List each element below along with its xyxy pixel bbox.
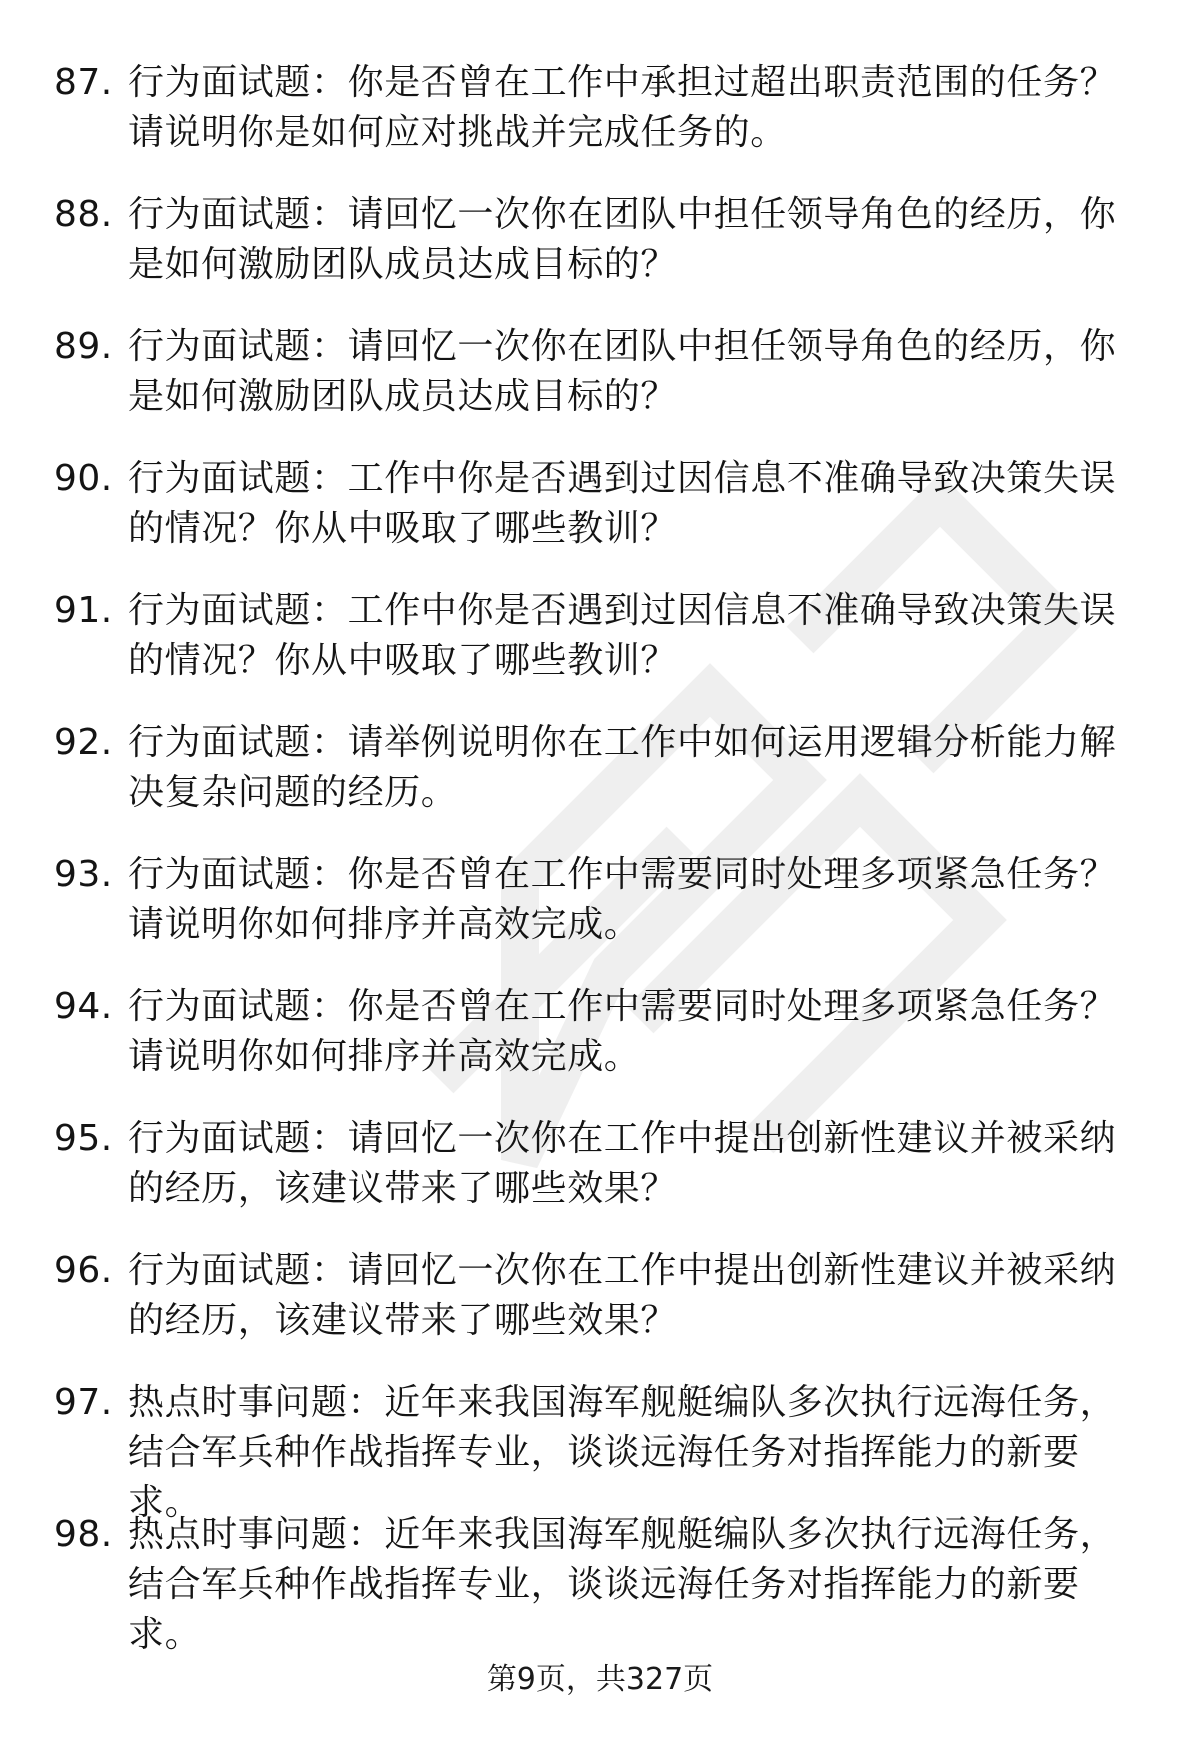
question-text: 热点时事问题：近年来我国海军舰艇编队多次执行远海任务，结合军兵种作战指挥专业，谈谈远海任务对指挥能力的新要求。 <box>128 1514 1117 1655</box>
question-text: 行为面试题：请回忆一次你在工作中提出创新性建议并被采纳的经历，该建议带来了哪些效果？ <box>128 1118 1117 1209</box>
list-item <box>54 58 1144 190</box>
question-number: 93. <box>54 854 113 895</box>
list-item <box>54 1378 1144 1523</box>
question-number: 98. <box>54 1514 113 1555</box>
question-number: 97. <box>54 1382 113 1423</box>
question-text: 行为面试题：你是否曾在工作中需要同时处理多项紧急任务？请说明你如何排序并高效完成。 <box>128 854 1117 945</box>
page-number-footer: 第9页，共327页 <box>486 1662 714 1697</box>
question-text: 行为面试题：工作中你是否遇到过因信息不准确导致决策失误的情况？你从中吸取了哪些教训？ <box>128 458 1117 549</box>
list-item <box>54 1114 1144 1246</box>
question-number: 87. <box>54 62 113 103</box>
question-number: 95. <box>54 1118 113 1159</box>
question-number: 91. <box>54 590 113 631</box>
list-item <box>54 454 1144 586</box>
question-number: 88. <box>54 194 113 235</box>
question-number: 90. <box>54 458 113 499</box>
question-text: 行为面试题：你是否曾在工作中需要同时处理多项紧急任务？请说明你如何排序并高效完成。 <box>128 986 1117 1077</box>
question-text: 行为面试题：请回忆一次你在团队中担任领导角色的经历，你是如何激励团队成员达成目标的？ <box>128 194 1117 285</box>
list-item <box>54 982 1144 1114</box>
list-item <box>54 718 1144 850</box>
question-number: 89. <box>54 326 113 367</box>
question-text: 行为面试题：请举例说明你在工作中如何运用逻辑分析能力解决复杂问题的经历。 <box>128 722 1117 813</box>
list-item <box>54 586 1144 718</box>
list-item <box>54 190 1144 322</box>
question-list <box>54 58 1144 1655</box>
question-text: 热点时事问题：近年来我国海军舰艇编队多次执行远海任务，结合军兵种作战指挥专业，谈谈远海任务对指挥能力的新要求。 <box>128 1382 1117 1523</box>
list-item <box>54 1510 1144 1655</box>
question-text: 行为面试题：你是否曾在工作中承担过超出职责范围的任务？请说明你是如何应对挑战并完成任务的。 <box>128 62 1117 153</box>
question-text: 行为面试题：请回忆一次你在工作中提出创新性建议并被采纳的经历，该建议带来了哪些效果？ <box>128 1250 1117 1341</box>
list-item <box>54 850 1144 982</box>
list-item <box>54 322 1144 454</box>
question-number: 92. <box>54 722 113 763</box>
question-text: 行为面试题：工作中你是否遇到过因信息不准确导致决策失误的情况？你从中吸取了哪些教训？ <box>128 590 1117 681</box>
list-item <box>54 1246 1144 1378</box>
question-text: 行为面试题：请回忆一次你在团队中担任领导角色的经历，你是如何激励团队成员达成目标的？ <box>128 326 1117 417</box>
question-number: 96. <box>54 1250 113 1291</box>
question-number: 94. <box>54 986 113 1027</box>
